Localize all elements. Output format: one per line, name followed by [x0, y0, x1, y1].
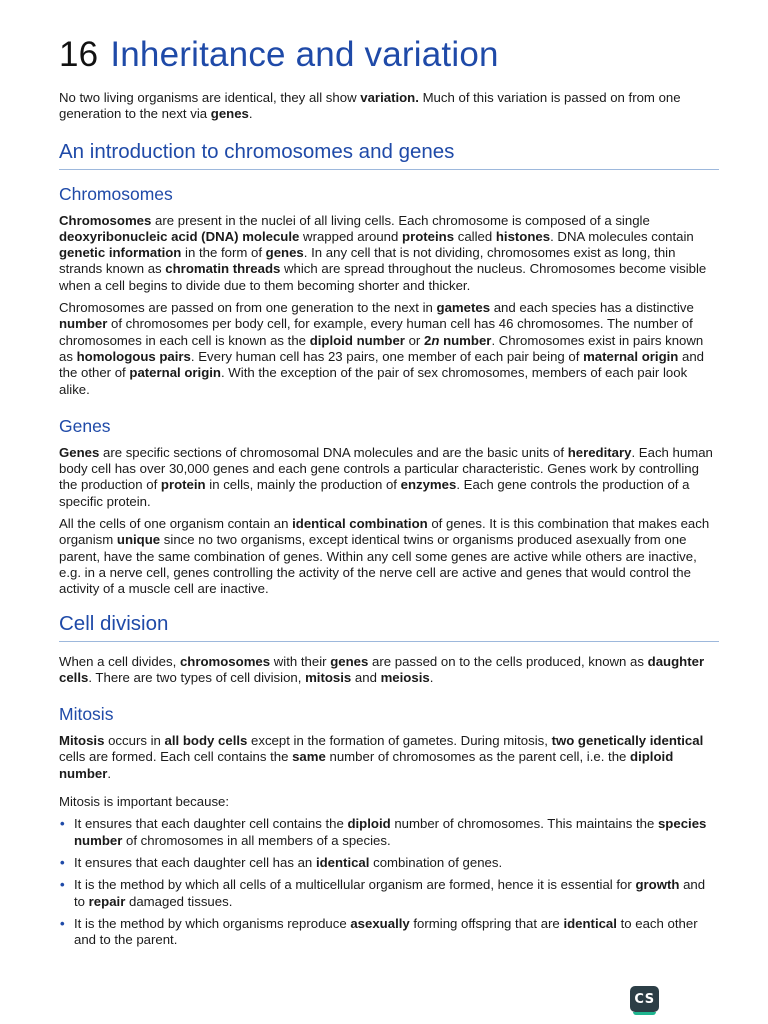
bullet-icon: • — [60, 816, 65, 832]
page — [59, 34, 719, 954]
chapter-number: 16 — [59, 35, 99, 74]
chromosomes-paragraph-1: Chromosomes are present in the nuclei of all living cells. Each chromosome is composed of a single deoxyribonucleic acid (DNA) molecule wrapped around proteins called histones. DNA molecules contain genetic information in the form of genes. In any cell that is not dividing, chromosomes exist as long, thin strands known as chromatin threads which are spread throughout the nucleus. Chromosomes become visible when a cell begins to divide due to them becoming shorter and thicker. — [59, 212, 707, 293]
list-item — [59, 816, 719, 849]
logo-text: CS — [634, 991, 655, 1007]
mitosis-bullet-list — [59, 816, 719, 948]
chapter-title-text: Inheritance and variation — [110, 35, 499, 74]
genes-paragraph-1: Genes are specific sections of chromosomal DNA molecules and are the basic units of hereditary. Each human body cell has over 30,000 genes and each gene controls a particular characteristic. Genes work by controlling the production of protein in cells, mainly the production of enzymes. Each gene controls the production of a specific protein. — [59, 444, 713, 509]
genes-paragraph-2: All the cells of one organism contain an identical combination of genes. It is this combination that makes each organism unique since no two organisms, except identical twins or organisms produced asexually from one parent, have the same combination of genes. Within any cell some genes are active while others are inactive, e.g. in a nerve cell, genes controlling the activity of the nerve cell are active and genes that would control the activity of a muscle cell are inactive. — [59, 516, 710, 597]
list-item-text: It is the method by which organisms reproduce asexually forming offspring that are identical to each other and to the parent. — [74, 915, 698, 948]
subheading-chromosomes: Chromosomes — [59, 183, 173, 204]
chromosomes-paragraph-2: Chromosomes are passed on from one generation to the next in gametes and each species has a distinctive number of chromosomes per body cell, for example, every human cell has 46 chromosomes. The number of chromosomes in each cell is known as the diploid number or 2n number. Chromosomes exist in pairs known as homologous pairs. Every human cell has 23 pairs, one member of each pair being of maternal origin and the other of paternal origin. With the exception of the pair of sex chromosomes, members of each pair look alike. — [59, 300, 705, 397]
camscanner-logo-icon — [630, 986, 659, 1012]
section-heading-intro: An introduction to chromosomes and genes — [59, 140, 719, 170]
chapter-title — [59, 34, 719, 76]
list-item-text: It ensures that each daughter cell has an identical combination of genes. — [74, 854, 503, 870]
intro-paragraph: No two living organisms are identical, they all show variation. Much of this variation is passed on from one generation to the next via genes. — [59, 90, 681, 122]
bullet-icon: • — [60, 915, 65, 931]
subheading-mitosis: Mitosis — [59, 704, 114, 725]
subheading-genes: Genes — [59, 415, 111, 436]
mitosis-paragraph: Mitosis occurs in all body cells except in the formation of gametes. During mitosis, two genetically identical cells are formed. Each cell contains the same number of chromosomes as the parent cell, i.e. the diploid number. — [59, 733, 704, 781]
section-heading-cell-division: Cell division — [59, 612, 719, 642]
list-item — [59, 877, 719, 910]
bullet-icon: • — [60, 877, 65, 893]
list-item-text: It is the method by which all cells of a multicellular organism are formed, hence it is essential for growth and to repair damaged tissues. — [74, 877, 706, 909]
bullet-icon: • — [60, 854, 65, 870]
cell-division-paragraph: When a cell divides, chromosomes with their genes are passed on to the cells produced, known as daughter cells. There are two types of cell division, mitosis and meiosis. — [59, 653, 705, 685]
list-item — [59, 855, 719, 871]
list-item-text: It ensures that each daughter cell contains the diploid number of chromosomes. This maintains the species number of chromosomes in all members of a species. — [74, 816, 707, 848]
mitosis-important-intro: Mitosis is important because: — [59, 794, 230, 810]
list-item — [59, 916, 719, 949]
